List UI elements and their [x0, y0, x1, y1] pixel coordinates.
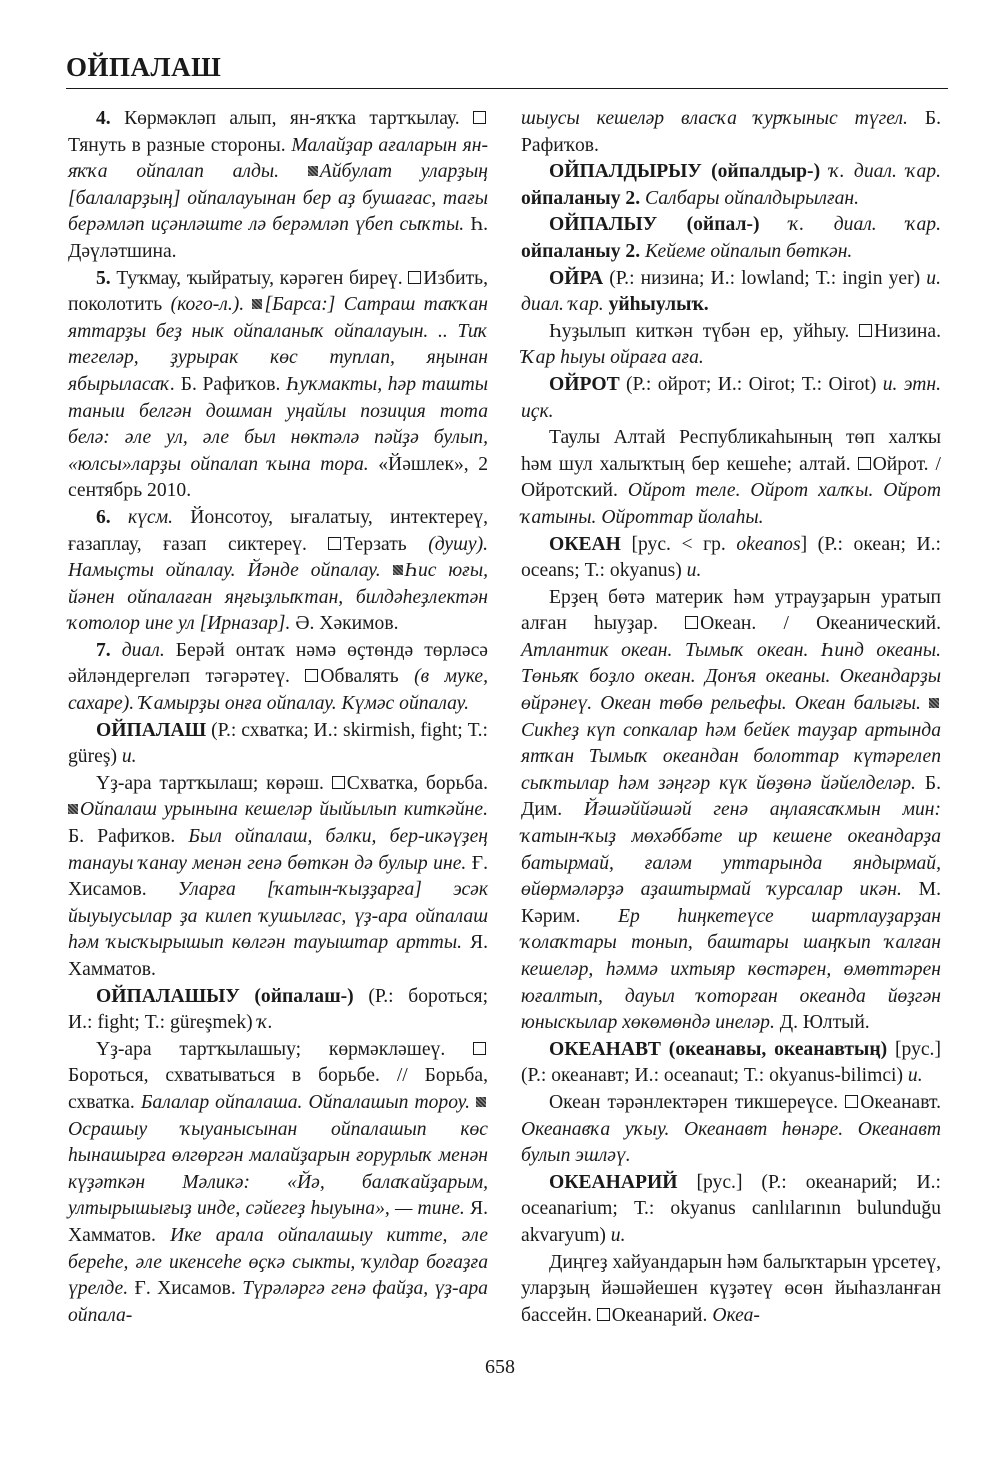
- entry-oypalash-def: Үҙ-ара тартҡылаш; көрәш. Схватка, борьба. Ойпалаш урынына кешеләр йыйылып киткәйне. Б. Рафиҡов. Был ойпалаш, бәлки, бер-икәүҙең танауы ҡанау менән генә бөткән дә булыр ине. Ғ. Хисамов. Уларға [ҡатын-ҡыҙҙарға] эсәк йыуыусылар ҙа килеп ҡушылғас, үҙ-ара ойпалаш һәм ҡысҡырышып көлгән тауыштар артты. Я. Хамматов.: [68, 772, 489, 980]
- running-head: ОЙПАЛАШ: [66, 52, 222, 82]
- continued-text: шыусы кешеләр власҡа ҡурҡыныс түгел. Б. Рафиҡов.: [521, 108, 941, 156]
- entry-oypalashyu-def: Үҙ-ара тартҡылашыу; көрмәкләшеү. Бороться, схватываться в борьбе. // Борьба, схватка. Балалар ойпалаша. Ойпалашып тороу. Осрашыу ҡыуанысынан ойпалашып көс һынашырға өлгөргән малайҙарын ғорурлыҡ менән күҙәткән Мәликә: «Йә, балаҡайҙарым, ултырышығыҙ инде, сәйегеҙ һыуына», — тине. Я. Хамматов. Ике арала ойпалашыу китте, әле береһе, әле икенсеһе өҫкә сыкты, ҡулдар боғаҙға үрелде. Ғ. Хисамов. Түрәләргә генә файҙа, үҙ-ара ойпала-: [68, 1038, 488, 1326]
- entry-okeanariy-def: Диңгеҙ хайуандарын һәм балыҡтарын үрсетеү, уларҙың йәшәйешен күҙәтеү өсөн йыһазланған бассейн. Океанарий. Океа-: [521, 1251, 941, 1326]
- sense-4: 4. Көрмәкләп алып, ян-яҡҡа тартҡылау. Тянуть в разные стороны. Малайҙар ағаларын ян-яҡҡа ойпалап алды. Айбулат уларҙың [балаларҙың] ойпалауынан бер аҙ бушағас, тағы берәмләп иҫәнләште лә берәмләп үбеп сыҡты. Һ. Дәүләтшина.: [68, 108, 489, 262]
- left-column: [68, 106, 488, 1329]
- entry-okeanariy: ОКЕАНАРИЙ [рус.] (Р.: океанарий; И.: oceanarium; Т.: okyanus canlılarının bulunduğu akvaryum) и.: [521, 1171, 941, 1246]
- headword: ОЙПАЛЫУ: [549, 214, 658, 236]
- russian-marker-icon: [332, 776, 345, 789]
- russian-marker-icon: [597, 1308, 610, 1321]
- sense-7: 7. диал. Берәй онтаҡ нәмә өҫтөндә төрләсә әйләндергеләп тәгәрәтеү. Обвалять (в муке, сахаре). Ҡамырҙы онға ойпалау. Күмәс ойпалау.: [68, 639, 489, 715]
- headword: ОЙРОТ: [549, 373, 620, 395]
- entry-oypalash: ОЙПАЛАШ (Р.: схватка; И.: skirmish, fight; Т.: güreş) и.: [68, 719, 488, 768]
- header-rule: [66, 88, 948, 89]
- headword: ОКЕАН: [549, 533, 621, 555]
- russian-marker-icon: [473, 1042, 486, 1055]
- entry-oypaldyryu: ОЙПАЛДЫРЫУ (ойпалдыр-) ҡ. диал. ҡар. ойпаланыу 2. Салбары ойпалдырылған.: [521, 161, 941, 209]
- entry-okean: ОКЕАН [рус. < гр. okeanos] (Р.: океан; И.: oceans; Т.: okyanus) и.: [521, 533, 941, 582]
- russian-marker-icon: [845, 1095, 858, 1108]
- russian-marker-icon: [305, 669, 318, 682]
- entry-oypalashyu: ОЙПАЛАШЫУ (ойпалаш-) (Р.: бороться; И.: fight; Т.: güreşmek) ҡ.: [68, 985, 489, 1034]
- example-marker-icon: [252, 299, 262, 309]
- example-marker-icon: [308, 166, 318, 176]
- right-column: [521, 106, 941, 1329]
- entry-oyra: ОЙРА (Р.: низина; И.: lowland; Т.: ingin yer) и. диал. ҡар. уйһыулыҡ.: [521, 267, 941, 316]
- entry-oyra-def: Һуҙылып киткән түбән ер, уйһыу. Низина. Ҡар һыуы ойраға аға.: [521, 320, 941, 369]
- sense-5: 5. Туҡмау, ҡыйратыу, кәрәген биреү. Избить, поколотить (кого-л.). [Барса:] Сатраш таҡҡан яттарҙы беҙ нык ойпаланыҡ ойпалауын. .. Тиҡ тегеләр, ҙурырак көс туплап, яңынан ябырыласаҡ. Б. Рафиҡов. Һуҡмакты, һәр ташты таныи белгән дошман уңайлы позиция тота белә: әле ул, әле был нөктәлә пәйҙә булып, «юлсы»ларҙы ойпалап ҡына тора. «Йәшлек», 2 сентябрь 2010.: [68, 267, 489, 502]
- example-marker-icon: [393, 565, 403, 575]
- headword: ОКЕАНАВТ (океанавы, океанавтың): [549, 1038, 888, 1060]
- russian-marker-icon: [328, 537, 341, 550]
- entry-okeanavt: ОКЕАНАВТ (океанавы, океанавтың) [рус.] (Р.: океанавт; И.: oceanaut; Т.: okyanus-bilimci) и.: [521, 1038, 941, 1087]
- headword: ОЙРА: [549, 267, 604, 289]
- headword: ОЙПАЛАШЫУ: [96, 985, 240, 1007]
- russian-marker-icon: [473, 111, 486, 124]
- entry-oyrot-def: Таулы Алтай Республикаһының төп халҡы һәм шул халыҡтың бер кешеһе; алтай. Ойрот. / Ойротский. Ойрот теле. Ойрот халҡы. Ойрот ҡатыны. Ойроттар йолаһы.: [521, 427, 941, 528]
- russian-marker-icon: [408, 271, 421, 284]
- headword: ОЙПАЛАШ: [96, 719, 207, 741]
- russian-marker-icon: [685, 616, 698, 629]
- page-number: 658: [485, 1356, 515, 1378]
- example-marker-icon: [929, 698, 939, 708]
- russian-marker-icon: [858, 457, 871, 470]
- russian-marker-icon: [859, 324, 872, 337]
- entry-okeanavt-def: Океан тәрәнлектәрен тикшереүсе. Океанавт. Океанавҡа уҡыу. Океанавт һөнәре. Океанавт булып эшләү.: [521, 1091, 941, 1167]
- entry-oyrot: ОЙРОТ (Р.: ойрот; И.: Oirot; Т.: Oirot) и. этн. иҫк.: [521, 373, 941, 422]
- entry-oypalyu: ОЙПАЛЫУ (ойпал-) ҡ. диал. ҡар. ойпаланыу 2. Кейеме ойпалып бөткән.: [521, 214, 941, 262]
- headword: ОКЕАНАРИЙ: [549, 1171, 678, 1193]
- example-marker-icon: [476, 1097, 486, 1107]
- entry-okean-def: Ерҙең бөтә материк һәм утрауҙарын уратып алған һыуҙар. Океан. / Океанический. Атлантик океан. Тымыҡ океан. Һинд океаны. Төньяҡ боҙло океан. Донъя океаны. Океандарҙы өйрәнеү. Океан төбө рельефы. Океан балығы. Сикһеҙ күп сопкалар һәм бейек тауҙар артында ятҡан Тымыҡ океандан болоттар күтәрелеп сыҡтылар һәм зәңгәр күк йөҙөнә йәйелделәр. Б. Дим. Йәшәййәшәй генә аңлаясаҡмын мин: ҡатын-ҡыҙ мөхәббәте ир кешене океандарҙа батырмай, ғаләм уттарында яндырмай, өйөрмәләрҙә аҙаштырмай ҡурсалар икән. М. Кәрим. Ер һиңкетеүсе шартлауҙарҙан ҡолаҡтары тонып, баштары шаңҡып ҡалған кешеләр, һәммә ихтыяр көстәрен, өмөттәрен юғалтып, дауыл ҡоторған океанда йөҙгән юныскылар хөкөмөндә инеләр. Д. Юлтый.: [521, 586, 941, 1034]
- sense-6: 6. күсм. Йонсотоу, ығалатыу, интектереү, ғазаплау, ғазап сиктереү. Терзать (душу). Намыҫты ойпалау. Йәнде ойпалау. Һис юғы, йәнен ойпалаған яңғыҙлыҡтан, билдәһеҙлектән ҡотолор ине ул [Ирназар]. Ә. Хәкимов.: [68, 506, 488, 635]
- example-marker-icon: [68, 804, 78, 814]
- headword: ОЙПАЛДЫРЫУ: [549, 161, 702, 183]
